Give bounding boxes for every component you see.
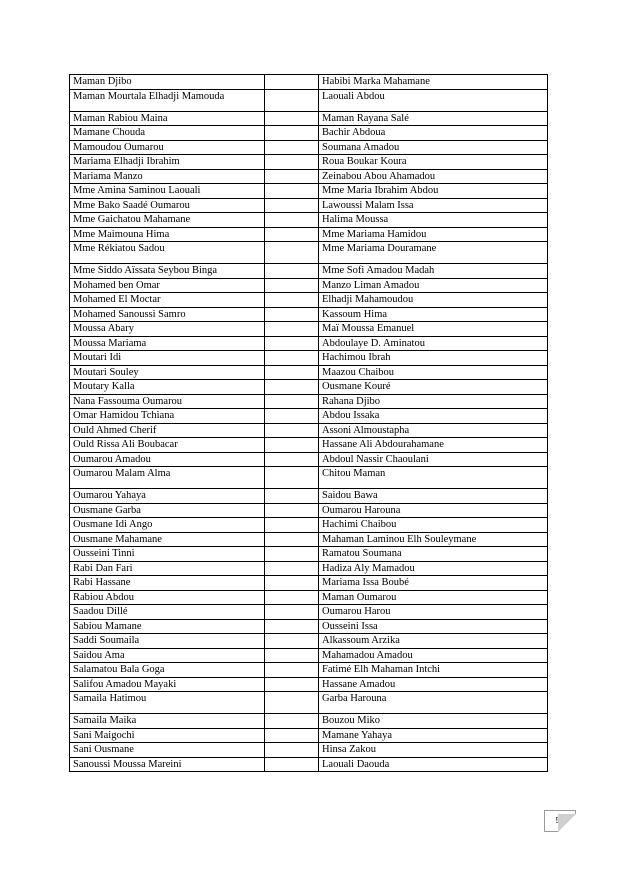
- empty-cell: [265, 198, 319, 213]
- empty-cell: [265, 663, 319, 678]
- table-row: [70, 380, 548, 395]
- name-cell-left: Sani Maigochi: [70, 728, 265, 743]
- empty-cell: [265, 351, 319, 366]
- empty-cell: [265, 264, 319, 279]
- name-cell-right: Habibi Marka Mahamane: [319, 75, 548, 90]
- name-cell-right: Hadiza Aly Mamadou: [319, 561, 548, 576]
- table-row: [70, 227, 548, 242]
- table-row: [70, 198, 548, 213]
- name-cell-right: Garba Harouna: [319, 692, 548, 714]
- name-cell-left: Saidou Ama: [70, 648, 265, 663]
- name-cell-right: Alkassoum Arzika: [319, 634, 548, 649]
- name-cell-left: Omar Hamidou Tchiana: [70, 409, 265, 424]
- table-row: [70, 278, 548, 293]
- empty-cell: [265, 452, 319, 467]
- name-cell-right: Mahamadou Amadou: [319, 648, 548, 663]
- empty-cell: [265, 307, 319, 322]
- name-cell-left: Moussa Abary: [70, 322, 265, 337]
- name-cell-left: Ousmane Garba: [70, 503, 265, 518]
- empty-cell: [265, 278, 319, 293]
- name-cell-left: Mme Rékiatou Sadou: [70, 242, 265, 264]
- name-cell-right: Ousmane Kouré: [319, 380, 548, 395]
- empty-cell: [265, 293, 319, 308]
- name-cell-right: Oumarou Harouna: [319, 503, 548, 518]
- name-cell-right: Ousseini Issa: [319, 619, 548, 634]
- name-cell-left: Moussa Mariama: [70, 336, 265, 351]
- name-cell-right: Rahana Djibo: [319, 394, 548, 409]
- table-row: [70, 111, 548, 126]
- name-cell-left: Mariama Manzo: [70, 169, 265, 184]
- page-curl-icon: [555, 814, 576, 832]
- table-row: [70, 518, 548, 533]
- name-cell-left: Ould Rissa Ali Boubacar: [70, 438, 265, 453]
- name-cell-right: Abdou Issaka: [319, 409, 548, 424]
- table-row: [70, 743, 548, 758]
- empty-cell: [265, 576, 319, 591]
- name-cell-left: Mme Amina Saminou Laouali: [70, 184, 265, 199]
- table-row: [70, 503, 548, 518]
- empty-cell: [265, 590, 319, 605]
- name-cell-right: Hachimou Ibrah: [319, 351, 548, 366]
- name-cell-right: Assoni Almoustapha: [319, 423, 548, 438]
- name-cell-right: Abdoulaye D. Aminatou: [319, 336, 548, 351]
- name-cell-left: Maman Mourtala Elhadji Mamouda: [70, 89, 265, 111]
- name-cell-left: Mohamed ben Omar: [70, 278, 265, 293]
- name-cell-right: Mamane Yahaya: [319, 728, 548, 743]
- empty-cell: [265, 692, 319, 714]
- table-row: [70, 169, 548, 184]
- name-cell-left: Mme Bako Saadé Oumarou: [70, 198, 265, 213]
- table-row: [70, 409, 548, 424]
- table-row: [70, 728, 548, 743]
- table-row: [70, 590, 548, 605]
- table-row: [70, 619, 548, 634]
- empty-cell: [265, 518, 319, 533]
- name-cell-right: Maazou Chaibou: [319, 365, 548, 380]
- table-row: [70, 140, 548, 155]
- name-cell-right: Hachimi Chaibou: [319, 518, 548, 533]
- name-cell-right: Mme Maria Ibrahim Abdou: [319, 184, 548, 199]
- empty-cell: [265, 213, 319, 228]
- table-row: [70, 242, 548, 264]
- table-row: [70, 757, 548, 772]
- empty-cell: [265, 111, 319, 126]
- empty-cell: [265, 242, 319, 264]
- empty-cell: [265, 438, 319, 453]
- name-cell-left: Mamane Chouda: [70, 126, 265, 141]
- empty-cell: [265, 619, 319, 634]
- name-cell-right: Hassane Ali Abdourahamane: [319, 438, 548, 453]
- name-cell-left: Rabi Dan Fari: [70, 561, 265, 576]
- name-cell-left: Rabi Hassane: [70, 576, 265, 591]
- empty-cell: [265, 126, 319, 141]
- empty-cell: [265, 532, 319, 547]
- name-cell-right: Halima Moussa: [319, 213, 548, 228]
- name-cell-right: Mahaman Laminou Elh Souleymane: [319, 532, 548, 547]
- table-row: [70, 467, 548, 489]
- name-cell-right: Mme Mariama Douramane: [319, 242, 548, 264]
- name-cell-left: Mohamed Sanoussi Samro: [70, 307, 265, 322]
- table-row: [70, 351, 548, 366]
- name-cell-right: Manzo Liman Amadou: [319, 278, 548, 293]
- table-row: [70, 677, 548, 692]
- name-cell-left: Salifou Amadou Mayaki: [70, 677, 265, 692]
- name-cell-left: Sani Ousmane: [70, 743, 265, 758]
- empty-cell: [265, 336, 319, 351]
- name-cell-left: Rabiou Abdou: [70, 590, 265, 605]
- name-cell-right: Maman Oumarou: [319, 590, 548, 605]
- name-cell-right: Mme Mariama Hamidou: [319, 227, 548, 242]
- empty-cell: [265, 743, 319, 758]
- empty-cell: [265, 423, 319, 438]
- name-cell-left: Maman Rabiou Maina: [70, 111, 265, 126]
- name-cell-left: Mohamed El Moctar: [70, 293, 265, 308]
- name-cell-left: Saadou Dillé: [70, 605, 265, 620]
- empty-cell: [265, 380, 319, 395]
- table-row: [70, 293, 548, 308]
- table-row: [70, 561, 548, 576]
- table-row: [70, 489, 548, 504]
- name-cell-left: Sanoussi Moussa Mareini: [70, 757, 265, 772]
- empty-cell: [265, 605, 319, 620]
- empty-cell: [265, 184, 319, 199]
- name-cell-right: Kassoum Hima: [319, 307, 548, 322]
- name-cell-right: Maman Rayana Salé: [319, 111, 548, 126]
- name-cell-left: Moutari Souley: [70, 365, 265, 380]
- table-row: [70, 438, 548, 453]
- table-row: [70, 155, 548, 170]
- name-cell-left: Oumarou Amadou: [70, 452, 265, 467]
- name-cell-left: Ousmane Idi Ango: [70, 518, 265, 533]
- name-cell-left: Saddi Soumaila: [70, 634, 265, 649]
- table-row: [70, 213, 548, 228]
- table-row: [70, 75, 548, 90]
- empty-cell: [265, 365, 319, 380]
- table-row: [70, 89, 548, 111]
- table-row: [70, 532, 548, 547]
- table-row: [70, 423, 548, 438]
- table-row: [70, 336, 548, 351]
- name-cell-left: Ousseini Tinni: [70, 547, 265, 562]
- name-cell-left: Oumarou Yahaya: [70, 489, 265, 504]
- name-cell-left: Mme Maimouna Hima: [70, 227, 265, 242]
- name-cell-left: Salamatou Bala Goga: [70, 663, 265, 678]
- page-number-badge: [544, 810, 576, 832]
- table-row: [70, 322, 548, 337]
- name-cell-left: Moutari Idi: [70, 351, 265, 366]
- name-cell-right: Laouali Daouda: [319, 757, 548, 772]
- table-row: [70, 452, 548, 467]
- name-cell-left: Mme Gaichatou Mahamane: [70, 213, 265, 228]
- empty-cell: [265, 503, 319, 518]
- empty-cell: [265, 561, 319, 576]
- name-cell-left: Mariama Elhadji Ibrahim: [70, 155, 265, 170]
- name-cell-right: Bouzou Miko: [319, 714, 548, 729]
- empty-cell: [265, 140, 319, 155]
- name-cell-right: Lawoussi Malam Issa: [319, 198, 548, 213]
- name-cell-right: Abdoul Nassir Chaoulani: [319, 452, 548, 467]
- empty-cell: [265, 547, 319, 562]
- table-row: [70, 605, 548, 620]
- name-cell-right: Soumana Amadou: [319, 140, 548, 155]
- empty-cell: [265, 467, 319, 489]
- empty-cell: [265, 227, 319, 242]
- table-row: [70, 547, 548, 562]
- name-cell-left: Moutary Kalla: [70, 380, 265, 395]
- names-table: [69, 74, 548, 772]
- empty-cell: [265, 322, 319, 337]
- name-cell-right: Hassane Amadou: [319, 677, 548, 692]
- names-table-body: [70, 75, 548, 772]
- table-row: [70, 634, 548, 649]
- table-row: [70, 365, 548, 380]
- empty-cell: [265, 757, 319, 772]
- name-cell-right: Chitou Maman: [319, 467, 548, 489]
- empty-cell: [265, 155, 319, 170]
- name-cell-left: Mamoudou Oumarou: [70, 140, 265, 155]
- name-cell-left: Oumarou Malam Alma: [70, 467, 265, 489]
- page-number: 52: [555, 816, 565, 825]
- name-cell-right: Roua Boukar Koura: [319, 155, 548, 170]
- table-row: [70, 184, 548, 199]
- name-cell-right: Mariama Issa Boubé: [319, 576, 548, 591]
- empty-cell: [265, 75, 319, 90]
- empty-cell: [265, 394, 319, 409]
- name-cell-right: Fatimé Elh Mahaman Intchi: [319, 663, 548, 678]
- table-row: [70, 692, 548, 714]
- name-cell-right: Mme Sofi Amadou Madah: [319, 264, 548, 279]
- table-row: [70, 394, 548, 409]
- name-cell-left: Mme Siddo Aïssata Seybou Binga: [70, 264, 265, 279]
- empty-cell: [265, 489, 319, 504]
- table-row: [70, 126, 548, 141]
- empty-cell: [265, 169, 319, 184]
- empty-cell: [265, 648, 319, 663]
- empty-cell: [265, 89, 319, 111]
- name-cell-left: Ousmane Mahamane: [70, 532, 265, 547]
- name-cell-left: Ould Ahmed Cherif: [70, 423, 265, 438]
- table-row: [70, 714, 548, 729]
- table-row: [70, 663, 548, 678]
- name-cell-left: Nana Fassouma Oumarou: [70, 394, 265, 409]
- name-cell-left: Samaila Maika: [70, 714, 265, 729]
- name-cell-right: Hinsa Zakou: [319, 743, 548, 758]
- name-cell-left: Samaila Hatimou: [70, 692, 265, 714]
- name-cell-left: Maman Djibo: [70, 75, 265, 90]
- name-cell-right: Laouali Abdou: [319, 89, 548, 111]
- name-cell-right: Bachir Abdoua: [319, 126, 548, 141]
- empty-cell: [265, 728, 319, 743]
- name-cell-right: Saidou Bawa: [319, 489, 548, 504]
- name-cell-right: Maï Moussa Emanuel: [319, 322, 548, 337]
- table-row: [70, 307, 548, 322]
- name-cell-right: Ramatou Soumana: [319, 547, 548, 562]
- table-row: [70, 648, 548, 663]
- name-cell-right: Zeinabou Abou Ahamadou: [319, 169, 548, 184]
- empty-cell: [265, 634, 319, 649]
- table-row: [70, 264, 548, 279]
- table-row: [70, 576, 548, 591]
- name-cell-right: Elhadji Mahamoudou: [319, 293, 548, 308]
- name-cell-right: Oumarou Harou: [319, 605, 548, 620]
- empty-cell: [265, 409, 319, 424]
- empty-cell: [265, 714, 319, 729]
- name-cell-left: Sabiou Mamane: [70, 619, 265, 634]
- empty-cell: [265, 677, 319, 692]
